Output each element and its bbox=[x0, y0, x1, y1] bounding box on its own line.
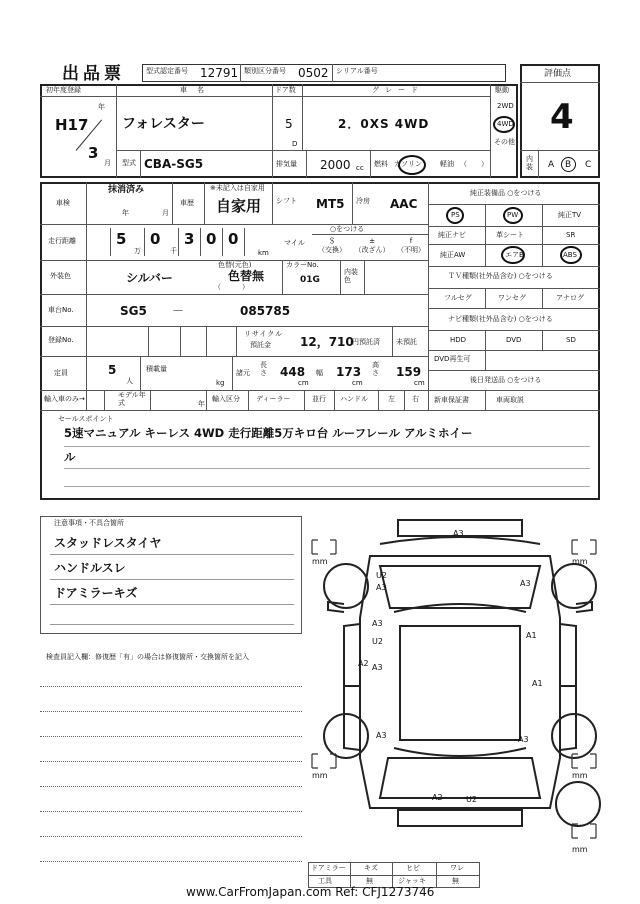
mileage-circle-hint: ○をつける bbox=[330, 225, 365, 233]
usage-label: 車歴 bbox=[180, 199, 194, 207]
usage-value: 自家用 bbox=[216, 197, 262, 215]
height-value: 159 bbox=[396, 365, 422, 379]
height-label: 高さ bbox=[372, 361, 379, 377]
legend-tool-none: 無 bbox=[366, 877, 373, 885]
exterior-color-label: 外装色 bbox=[50, 272, 71, 280]
import-parallel: 並行 bbox=[312, 395, 326, 403]
first-reg-label: 初年度登録 bbox=[46, 86, 81, 94]
width-label: 幅 bbox=[316, 369, 323, 377]
equip-aw: 純正AW bbox=[440, 251, 466, 259]
shaken-month-suffix: 月 bbox=[162, 209, 169, 217]
legend-mirror: ドアミラー bbox=[311, 864, 346, 872]
mm-5: mm bbox=[572, 845, 588, 854]
inspector-note-label: 検査員記入欄：修復歴「有」の場合は修復箇所・交換箇所を記入 bbox=[46, 653, 249, 661]
recycle-label-1: リサイクル bbox=[244, 330, 284, 338]
equip-sr: SR bbox=[566, 231, 576, 239]
chassis-number: 085785 bbox=[240, 304, 291, 318]
damage-diagram bbox=[310, 508, 610, 862]
shift-label: シフト bbox=[276, 197, 297, 205]
tv-fullseg: フルセグ bbox=[444, 294, 472, 302]
mile-label: マイル bbox=[284, 239, 305, 247]
drive-4wd: 4WD bbox=[497, 120, 514, 128]
recycle-value: 12，710 bbox=[300, 335, 354, 349]
shift-value: MT5 bbox=[316, 197, 345, 211]
doors-unit: D bbox=[292, 140, 298, 148]
model-year-label: モデル年式 bbox=[118, 391, 146, 407]
length-label: 長さ bbox=[260, 361, 267, 377]
import-label: 輸入車のみ→ bbox=[44, 395, 85, 403]
mark-a3-left-rear: A3 bbox=[372, 663, 383, 672]
displacement-value: 2000 bbox=[320, 158, 351, 172]
equip-abs: ABS bbox=[563, 251, 577, 259]
mileage-digit-1: 5 bbox=[116, 230, 127, 248]
drive-label: 駆動 bbox=[495, 86, 509, 94]
reg-no-label: 登録No. bbox=[48, 336, 74, 344]
mileage-unit: km bbox=[258, 249, 269, 257]
fuel-label: 燃料 bbox=[374, 160, 388, 168]
evaluation-score: 4 bbox=[550, 97, 574, 137]
tv-type-title: ＴＶ種類(社外品含む) ○をつける bbox=[448, 272, 553, 280]
legend-jack: ジャッキ bbox=[398, 877, 426, 885]
handle-right: 右 bbox=[412, 395, 419, 403]
handle-label: ハンドル bbox=[340, 395, 368, 403]
footer-watermark: www.CarFromJapan.com Ref: CFJ1273746 bbox=[186, 885, 435, 899]
interior-grade-label: 内装 bbox=[526, 155, 533, 171]
odo-tampered-symbol: ± bbox=[369, 237, 375, 245]
grade-value: 2．0XS 4WD bbox=[338, 117, 430, 131]
load-label: 積載量 bbox=[146, 365, 167, 373]
interior-color-label: 内装色 bbox=[344, 268, 358, 285]
mark-a3-left-mid: A3 bbox=[372, 619, 383, 628]
later-shipment-title: 後日発送品 ○をつける bbox=[470, 376, 542, 384]
dims-label: 諸元 bbox=[236, 369, 250, 377]
length-value: 448 bbox=[280, 365, 306, 379]
chassis-dash: － bbox=[172, 304, 185, 318]
model-year-unit: 年 bbox=[198, 400, 205, 408]
mileage-man: 万 bbox=[134, 247, 141, 255]
legend-broken: ワレ bbox=[450, 864, 464, 872]
model-value: CBA-SG5 bbox=[144, 157, 204, 171]
legend-tool: 工具 bbox=[318, 877, 332, 885]
tv-oneseg: ワンセグ bbox=[498, 294, 526, 302]
note-item-2: ハンドルスレ bbox=[54, 561, 126, 575]
chassis-prefix: SG5 bbox=[120, 304, 147, 318]
serial-label: シリアル番号 bbox=[336, 67, 378, 75]
sales-point-line-2: ル bbox=[64, 450, 76, 464]
fuel-diesel: 軽油 bbox=[440, 160, 454, 168]
mark-a1-right-lower: A1 bbox=[532, 679, 543, 688]
displacement-label: 排気量 bbox=[276, 160, 297, 168]
navi-hdd: HDD bbox=[450, 336, 467, 344]
equip-navi: 純正ナビ bbox=[438, 231, 466, 239]
chassis-label: 車台No. bbox=[48, 306, 74, 314]
interior-grade-a: A bbox=[548, 160, 555, 170]
category-value: 0502 bbox=[298, 66, 329, 80]
navi-dvd: DVD bbox=[506, 336, 522, 344]
displacement-unit: cc bbox=[356, 164, 364, 172]
sales-point-label: セールスポイント bbox=[58, 415, 114, 423]
capacity-unit: 人 bbox=[126, 377, 133, 385]
odo-unknown-symbol: f bbox=[409, 237, 413, 245]
mm-4: mm bbox=[572, 771, 588, 780]
recycle-none: 未預託 bbox=[396, 338, 417, 346]
load-unit: kg bbox=[216, 379, 225, 387]
dvd-playable: DVD再生可 bbox=[434, 355, 471, 363]
month-suffix: 月 bbox=[104, 159, 111, 167]
equip-ps: PS bbox=[451, 211, 460, 219]
car-name-label: 車名 bbox=[180, 86, 214, 94]
repaint-label: 色替(元色) bbox=[218, 261, 252, 269]
fuel-gas: ガソリン bbox=[394, 160, 422, 168]
year-suffix: 年 bbox=[98, 103, 105, 111]
navi-sd: SD bbox=[566, 336, 576, 344]
legend-jack-none: 無 bbox=[452, 877, 459, 885]
odo-exchanged: （交換） bbox=[318, 246, 346, 254]
length-unit: cm bbox=[298, 379, 309, 387]
mark-a2-rear: A2 bbox=[432, 793, 443, 802]
car-name: フォレスター bbox=[122, 116, 205, 132]
mileage-digit-5: 0 bbox=[228, 230, 239, 248]
first-reg-year: H17 bbox=[55, 116, 89, 134]
legend-crack: ヒビ bbox=[406, 864, 420, 872]
navi-type-title: ナビ種類(社外品含む) ○をつける bbox=[448, 315, 553, 323]
mark-a2-left-door: A2 bbox=[358, 659, 369, 668]
capacity-value: 5 bbox=[108, 363, 117, 377]
mark-u2-left-mid: U2 bbox=[372, 637, 383, 646]
tv-analog: アナログ bbox=[556, 294, 584, 302]
equipment-title: 純正装備品 ○をつける bbox=[470, 189, 542, 197]
mark-u2-left-front: U2 bbox=[376, 571, 387, 580]
category-label: 類別区分番号 bbox=[244, 67, 286, 75]
repaint-paren: （ ） bbox=[214, 283, 249, 291]
mark-a1-right-upper: A1 bbox=[526, 631, 537, 640]
mark-a3-right-wheel: A3 bbox=[518, 735, 529, 744]
color-no-value: 01G bbox=[300, 275, 320, 285]
first-reg-month: 3 bbox=[88, 144, 99, 162]
mileage-digit-4: 0 bbox=[206, 230, 217, 248]
equip-leather: 革シート bbox=[496, 231, 524, 239]
usage-note: ※未記入は自家用 bbox=[210, 184, 265, 192]
form-title: 出品票 bbox=[62, 64, 125, 84]
color-no-label: カラーNo. bbox=[286, 261, 319, 269]
odo-unknown: （不明） bbox=[397, 246, 425, 254]
recycle-label-2: 預託金 bbox=[250, 341, 271, 349]
drive-2wd: 2WD bbox=[497, 102, 514, 110]
width-unit: cm bbox=[352, 379, 363, 387]
mark-a3-right-front: A3 bbox=[520, 579, 531, 588]
note-item-1: スタッドレスタイヤ bbox=[54, 536, 162, 550]
interior-grade-b: B bbox=[565, 160, 572, 170]
odo-exchanged-symbol: ＄ bbox=[328, 237, 336, 245]
equip-tv: 純正TV bbox=[558, 211, 582, 219]
handle-left: 左 bbox=[388, 395, 395, 403]
recycle-deposited: 円預託済 bbox=[352, 338, 380, 346]
mileage-sen: 千 bbox=[170, 247, 177, 255]
import-class-label: 輸入区分 bbox=[212, 395, 240, 403]
mark-a3-front: A3 bbox=[453, 529, 464, 538]
shaken-year-suffix: 年 bbox=[122, 209, 129, 217]
shaken-label: 車検 bbox=[56, 199, 70, 207]
note-item-3: ドアミラーキズ bbox=[54, 586, 138, 600]
equip-pw: PW bbox=[507, 211, 519, 219]
ac-value: AAC bbox=[390, 197, 418, 211]
capacity-label: 定員 bbox=[54, 369, 68, 377]
equip-airbag: エアB bbox=[505, 251, 524, 259]
sales-point-line-1: 5速マニュアル キーレス 4WD 走行距離5万キロ台 ルーフレール アルミホイー bbox=[64, 426, 473, 440]
grade-label: グレード bbox=[372, 86, 424, 94]
drive-other: その他 bbox=[494, 138, 515, 146]
mark-u2-rear: U2 bbox=[466, 795, 477, 804]
exterior-color-value: シルバー bbox=[126, 271, 173, 285]
evaluation-label: 評価点 bbox=[544, 69, 572, 79]
new-car-warranty: 新車保証書 bbox=[434, 396, 469, 404]
model-label: 型式 bbox=[122, 159, 136, 167]
interior-grade-c: C bbox=[585, 160, 592, 170]
doors-value: 5 bbox=[285, 117, 293, 131]
mm-2: mm bbox=[572, 557, 588, 566]
model-cert-label: 型式認定番号 bbox=[146, 67, 188, 75]
fuel-other: （ ） bbox=[460, 160, 488, 168]
mark-a3-left-front: A3 bbox=[376, 583, 387, 592]
doors-label: ドア数 bbox=[275, 86, 296, 94]
height-unit: cm bbox=[414, 379, 425, 387]
import-dealer: ディーラー bbox=[256, 395, 291, 403]
mm-1: mm bbox=[312, 557, 328, 566]
mileage-digit-3: 3 bbox=[184, 230, 195, 248]
mark-a3-left-wheel: A3 bbox=[376, 731, 387, 740]
ac-label: 冷房 bbox=[356, 197, 370, 205]
mm-3: mm bbox=[312, 771, 328, 780]
mileage-digit-2: 0 bbox=[150, 230, 161, 248]
width-value: 173 bbox=[336, 365, 362, 379]
model-cert-value: 12791 bbox=[200, 66, 239, 80]
odo-tampered: （改ざん） bbox=[354, 246, 390, 254]
shaken-value: 抹消済み bbox=[108, 185, 145, 195]
repaint-value: 色替無 bbox=[228, 269, 265, 283]
notes-label: 注意事項・不具合箇所 bbox=[54, 519, 124, 527]
legend-scratch: キズ bbox=[364, 864, 378, 872]
notes-box bbox=[40, 516, 302, 634]
vehicle-manual: 車両取説 bbox=[496, 396, 524, 404]
mileage-label: 走行距離 bbox=[48, 237, 76, 245]
